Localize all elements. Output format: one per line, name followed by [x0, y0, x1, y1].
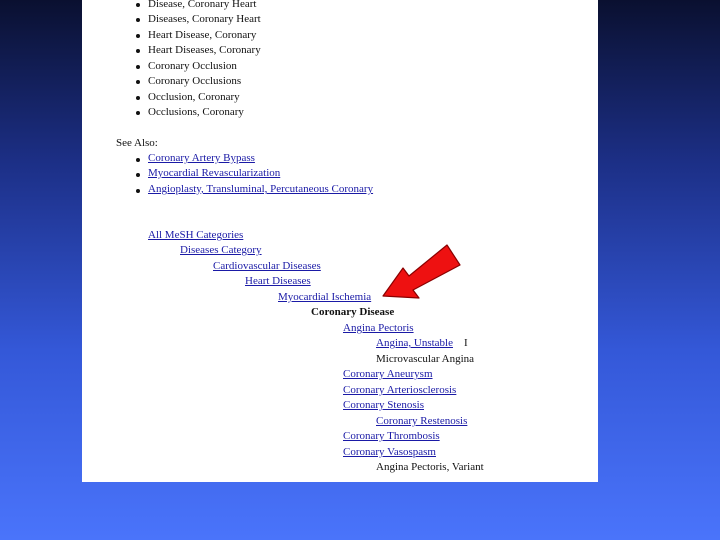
tree-link-coronary-vasospasm[interactable]: Coronary Vasospasm — [343, 446, 436, 458]
tree-marker: I — [464, 337, 468, 349]
see-also-label: See Also: — [116, 137, 158, 149]
list-item: Occlusions, Coronary — [148, 106, 244, 118]
tree-link-heart-diseases[interactable]: Heart Diseases — [245, 275, 311, 287]
tree-link-coronary-aneurysm[interactable]: Coronary Aneurysm — [343, 368, 433, 380]
tree-link-diseases-category[interactable]: Diseases Category — [180, 244, 262, 256]
tree-link-all-mesh-categories[interactable]: All MeSH Categories — [148, 229, 244, 241]
tree-link-coronary-stenosis[interactable]: Coronary Stenosis — [343, 399, 424, 411]
tree-link-coronary-arteriosclerosis[interactable]: Coronary Arteriosclerosis — [343, 384, 457, 396]
tree-link-myocardial-ischemia[interactable]: Myocardial Ischemia — [278, 291, 372, 303]
bullet-icon — [136, 3, 140, 7]
tree-link-angina-pectoris[interactable]: Angina Pectoris — [343, 322, 414, 334]
list-item: Heart Disease, Coronary — [148, 29, 257, 41]
web-page-panel — [82, 0, 598, 482]
see-also-link-coronary-artery-bypass[interactable]: Coronary Artery Bypass — [148, 152, 255, 164]
bullet-icon — [136, 111, 140, 115]
list-item: Coronary Occlusion — [148, 60, 237, 72]
bullet-icon — [136, 80, 140, 84]
list-item: Diseases, Coronary Heart — [148, 13, 261, 25]
bullet-icon — [136, 49, 140, 53]
tree-term-angina-pectoris-variant: Angina Pectoris, Variant — [376, 461, 484, 473]
bullet-icon — [136, 18, 140, 22]
bullet-icon — [136, 65, 140, 69]
see-also-link-myocardial-revascularization[interactable]: Myocardial Revascularization — [148, 167, 281, 179]
bullet-icon — [136, 96, 140, 100]
tree-link-cardiovascular-diseases[interactable]: Cardiovascular Diseases — [213, 260, 321, 272]
bullet-icon — [136, 158, 140, 162]
list-item: Coronary Occlusions — [148, 75, 242, 87]
tree-current-term: Coronary Disease — [311, 306, 395, 318]
bullet-icon — [136, 189, 140, 193]
tree-link-angina-unstable[interactable]: Angina, Unstable — [376, 337, 453, 349]
bullet-icon — [136, 173, 140, 177]
list-item: Occlusion, Coronary — [148, 91, 240, 103]
tree-term-microvascular-angina: Microvascular Angina — [376, 353, 475, 365]
bullet-icon — [136, 34, 140, 38]
list-item: Heart Diseases, Coronary — [148, 44, 261, 56]
tree-link-coronary-restenosis[interactable]: Coronary Restenosis — [376, 415, 468, 427]
list-item: Disease, Coronary Heart — [148, 0, 257, 10]
see-also-link-angioplasty[interactable]: Angioplasty, Transluminal, Percutaneous Coronary — [148, 183, 374, 195]
tree-link-coronary-thrombosis[interactable]: Coronary Thrombosis — [343, 430, 440, 442]
